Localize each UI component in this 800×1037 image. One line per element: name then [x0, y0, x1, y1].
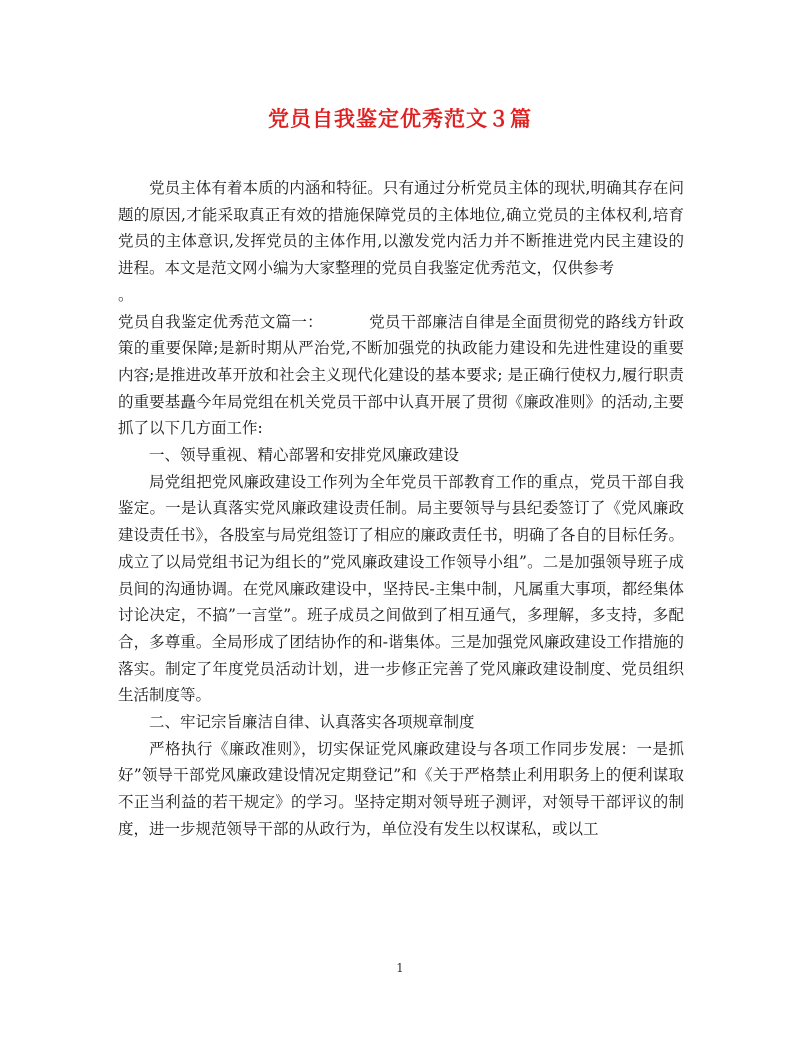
section1-text: 党员干部廉洁自律是全面贯彻党的路线方针政策的重要保障;是新时期从严治党,不断加强党的执政能力建设和先进性建设的重要内容;是推进改革开放和社会主义现代化建设的基本要求; 是正确行使权力,履行职责的重要基矗今年局党组在机关党员干部中认真开展了贯彻《廉政准则》的活动,主要抓了以下几方面工作:	[118, 312, 684, 438]
heading-two: 二、牢记宗旨廉洁自律、认真落实各项规章制度	[149, 713, 475, 732]
intro-paragraph-end: 。	[118, 285, 134, 304]
intro-paragraph: 党员主体有着本质的内涵和特征。只有通过分析党员主体的现状,明确其存在问题的原因,才能采取真正有效的措施保障党员的主体地位,确立党员的主体权利,培育党员的主体意识,发挥党员的主体作用,以激发党内活力并不断推进党内民主建设的进程。本文是范文网小编为大家整理的党员自我鉴定优秀范文，仅供参考	[118, 179, 684, 278]
section1-paragraph	[118, 309, 684, 443]
document-title: 党员自我鉴定优秀范文３篇	[268, 106, 532, 131]
paragraph-two: 严格执行《廉政准则》，切实保证党风廉政建设与各项工作同步发展：一是抓好”领导干部党风廉政建设情况定期登记”和《关于严格禁止利用职务上的便利谋取不正当利益的若干规定》的学习。坚持定期对领导班子测评，对领导干部评议的制度，进一步规范领导干部的从政行为，单位没有发生以权谋私，或以工	[118, 739, 684, 838]
page-number: 1	[396, 961, 404, 975]
document-body	[118, 175, 684, 843]
section1-label: 党员自我鉴定优秀范文篇一：	[118, 312, 323, 331]
heading-one: 一、领导重视、精心部署和安排党风廉政建设	[149, 446, 460, 465]
paragraph-one: 局党组把党风廉政建设工作列为全年党员干部教育工作的重点，党员干部自我鉴定。一是认真落实党风廉政建设责任制。局主要领导与县纪委签订了《党风廉政建设责任书》，各股室与局党组签订了相应的廉政责任书，明确了各自的目标任务。成立了以局党组书记为组长的”党风廉政建设工作领导小组”。二是加强领导班子成员间的沟通协调。在党风廉政建设中，坚持民-主集中制，凡属重大事项，都经集体讨论决定，不搞”一言堂”。班子成员之间做到了相互通气，多理解，多支持，多配合，多尊重。全局形成了团结协作的和-谐集体。三是加强党风廉政建设工作措施的落实。制定了年度党员活动计划，进一步修正完善了党风廉政建设制度、党员组织生活制度等。	[118, 472, 684, 705]
